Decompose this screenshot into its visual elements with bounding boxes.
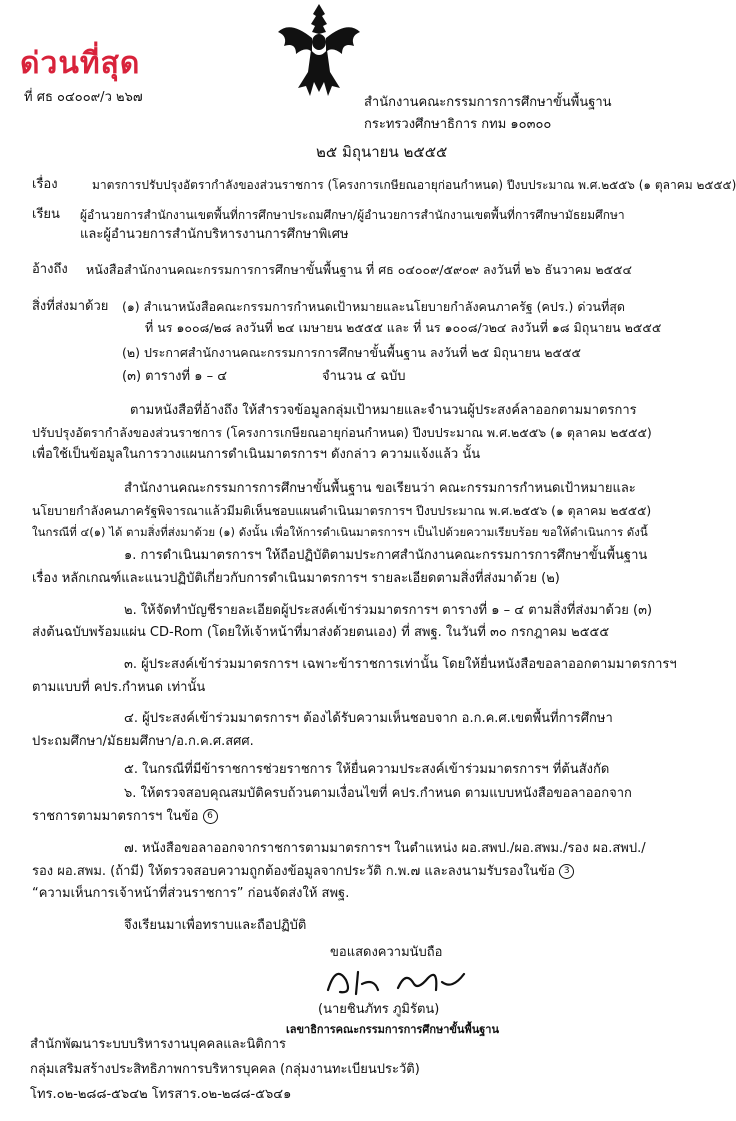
item-6-line-1: ๖. ให้ตรวจสอบคุณสมบัติครบถ้วนตามเงื่อนไขที่ คปร.กำหนด ตามแบบหนังสือขอลาออกจาก	[124, 786, 632, 801]
subject-text: มาตรการปรับปรุงอัตรากำลังของส่วนราชการ (โครงการเกษียณอายุก่อนกำหนด) ปีงบประมาณ พ.ศ.๒๕๕๖ (๑ ตุลาคม ๒๕๕๕)	[92, 178, 736, 192]
enclosures-label: สิ่งที่ส่งมาด้วย	[32, 299, 109, 314]
item-1-line-1: ๑. การดำเนินมาตรการฯ ให้ถือปฏิบัติตามประกาศสำนักงานคณะกรรมการการศึกษาขั้นพื้นฐาน	[124, 548, 648, 563]
item-2-line-2: ส่งต้นฉบับพร้อมแผ่น CD-Rom (โดยให้เจ้าหน้าที่มาส่งด้วยตนเอง) ที่ สพฐ. ในวันที่ ๓๐ กรกฎาคม ๒๕๕๕	[32, 625, 610, 640]
item-6-line-2-text: ราชการตามมาตรการฯ ในข้อ	[32, 809, 199, 824]
signatory-title: เลขาธิการคณะกรรมการการศึกษาขั้นพื้นฐาน	[286, 1023, 499, 1036]
para-1-line-3: เพื่อใช้เป็นข้อมูลในการวางแผนการดำเนินมาตรการฯ ดังกล่าว ความแจ้งแล้ว นั้น	[32, 447, 481, 462]
enclosure-3: (๓) ตารางที่ ๑ – ๔	[122, 369, 228, 384]
item-6-line-2	[32, 808, 218, 826]
item-7-line-2	[32, 863, 574, 881]
item-4-line-1: ๔. ผู้ประสงค์เข้าร่วมมาตรการฯ ต้องได้รับความเห็นชอบจาก อ.ก.ค.ศ.เขตพื้นที่การศึกษา	[124, 711, 613, 726]
document-number: ที่ ศธ ๐๔๐๐๙/ว ๒๖๗	[24, 90, 143, 105]
item-1-line-2: เรื่อง หลักเกณฑ์และแนวปฏิบัติเกี่ยวกับการดำเนินมาตรการฯ รายละเอียดตามสิ่งที่ส่งมาด้วย (๒)	[32, 571, 560, 586]
footer-department: สำนักพัฒนาระบบบริหารงานบุคคลและนิติการ	[30, 1037, 287, 1052]
enclosure-1-line-1: (๑) สำเนาหนังสือคณะกรรมการกำหนดเป้าหมายและนโยบายกำลังคนภาครัฐ (คปร.) ด่วนที่สุด	[122, 299, 626, 314]
subject-label: เรื่อง	[32, 177, 58, 192]
signatory-name: (นายชินภัทร ภูมิรัตน)	[318, 1002, 440, 1017]
enclosure-1-line-2: ที่ นร ๑๐๐๘/๒๘ ลงวันที่ ๒๔ เมษายน ๒๕๕๕ และ ที่ นร ๑๐๐๘/ว๒๔ ลงวันที่ ๑๘ มิถุนายน ๒๕๕๕	[145, 320, 662, 335]
reference-text: หนังสือสำนักงานคณะกรรมการการศึกษาขั้นพื้นฐาน ที่ ศธ ๐๔๐๐๙/๕๙๐๙ ลงวันที่ ๒๖ ธันวาคม ๒๕๕๔	[86, 262, 632, 277]
enclosure-3-count: จำนวน ๔ ฉบับ	[322, 369, 406, 384]
para-1-line-1: ตามหนังสือที่อ้างถึง ให้สำรวจข้อมูลกลุ่มเป้าหมายและจำนวนผู้ประสงค์ลาออกตามมาตรการ	[130, 403, 637, 418]
item-3-line-1: ๓. ผู้ประสงค์เข้าร่วมมาตรการฯ เฉพาะข้าราชการเท่านั้น โดยให้ยื่นหนังสือขอลาออกตามมาตรการฯ	[124, 657, 677, 672]
letter-date: ๒๕ มิถุนายน ๒๕๕๕	[316, 143, 448, 161]
urgent-stamp: ด่วนที่สุด	[20, 46, 141, 81]
regards: ขอแสดงความนับถือ	[330, 945, 443, 960]
circled-ref-3: 3	[559, 864, 574, 879]
footer-contact: โทร.๐๒-๒๘๘-๕๖๔๒ โทรสาร.๐๒-๒๘๘-๕๖๔๑	[30, 1087, 292, 1102]
para-2-line-1: สำนักงานคณะกรรมการการศึกษาขั้นพื้นฐาน ขอเรียนว่า คณะกรรมการกำหนดเป้าหมายและ	[124, 481, 636, 496]
footer-group: กลุ่มเสริมสร้างประสิทธิภาพการบริหารบุคคล (กลุ่มงานทะเบียนประวัติ)	[30, 1062, 420, 1077]
garuda-emblem-icon	[276, 2, 362, 98]
para-1-line-2: ปรับปรุงอัตรากำลังของส่วนราชการ (โครงการเกษียณอายุก่อนกำหนด) ปีงบประมาณ พ.ศ.๒๕๕๖ (๑ ตุลาคม ๒๕๕๕)	[32, 425, 652, 440]
item-2-line-1: ๒. ให้จัดทำบัญชีรายละเอียดผู้ประสงค์เข้าร่วมมาตรการฯ ตารางที่ ๑ – ๔ ตามสิ่งที่ส่งมาด้วย (๓)	[124, 603, 653, 618]
to-line-1: ผู้อำนวยการสำนักงานเขตพื้นที่การศึกษาประถมศึกษา/ผู้อำนวยการสำนักงานเขตพื้นที่การศึกษามัธยมศึกษา	[80, 208, 625, 222]
reference-label: อ้างถึง	[32, 262, 68, 277]
item-4-line-2: ประถมศึกษา/มัธยมศึกษา/อ.ก.ค.ศ.สศศ.	[32, 734, 254, 749]
to-label: เรียน	[32, 207, 60, 222]
ministry-address: กระทรวงศึกษาธิการ กทม ๑๐๓๐๐	[364, 117, 552, 132]
item-7-line-1: ๗. หนังสือขอลาออกจากราชการตามมาตรการฯ ในตำแหน่ง ผอ.สพป./ผอ.สพม./รอง ผอ.สพป./	[124, 841, 646, 856]
circled-ref-6: 6	[203, 809, 218, 824]
item-5: ๕. ในกรณีที่มีข้าราชการช่วยราชการ ให้ยื่นความประสงค์เข้าร่วมมาตรการฯ ที่ต้นสังกัด	[124, 762, 610, 777]
item-7-line-2-text: รอง ผอ.สพม. (ถ้ามี) ให้ตรวจสอบความถูกต้องข้อมูลจากประวัติ ก.พ.๗ และลงนามรับรองในข้อ	[32, 864, 556, 879]
item-3-line-2: ตามแบบที่ คปร.กำหนด เท่านั้น	[32, 680, 206, 695]
issuing-office: สำนักงานคณะกรรมการการศึกษาขั้นพื้นฐาน	[364, 95, 612, 110]
handwritten-signature-icon	[318, 960, 488, 1000]
closing-line: จึงเรียนมาเพื่อทราบและถือปฏิบัติ	[124, 918, 307, 933]
enclosure-2: (๒) ประกาศสำนักงานคณะกรรมการการศึกษาขั้นพื้นฐาน ลงวันที่ ๒๕ มิถุนายน ๒๕๕๕	[122, 345, 581, 360]
to-line-2: และผู้อำนวยการสำนักบริหารงานการศึกษาพิเศษ	[80, 227, 349, 242]
para-2-line-2: นโยบายกำลังคนภาครัฐพิจารณาแล้วมีมติเห็นชอบแผนดำเนินมาตรการฯ ปีงบประมาณ พ.ศ.๒๕๕๖ (๑ ตุลาคม ๒๕๕๕)	[32, 504, 652, 518]
para-2-line-3: ในกรณีที่ ๔(๑) ได้ ตามสิ่งที่ส่งมาด้วย (๑) ดังนั้น เพื่อให้การดำเนินมาตรการฯ เป็นไปด้วยความเรียบร้อย ขอให้ดำเนินการ ดังนี้	[32, 525, 648, 539]
item-7-line-3: “ความเห็นการเจ้าหน้าที่ส่วนราชการ” ก่อนจัดส่งให้ สพฐ.	[32, 886, 350, 901]
